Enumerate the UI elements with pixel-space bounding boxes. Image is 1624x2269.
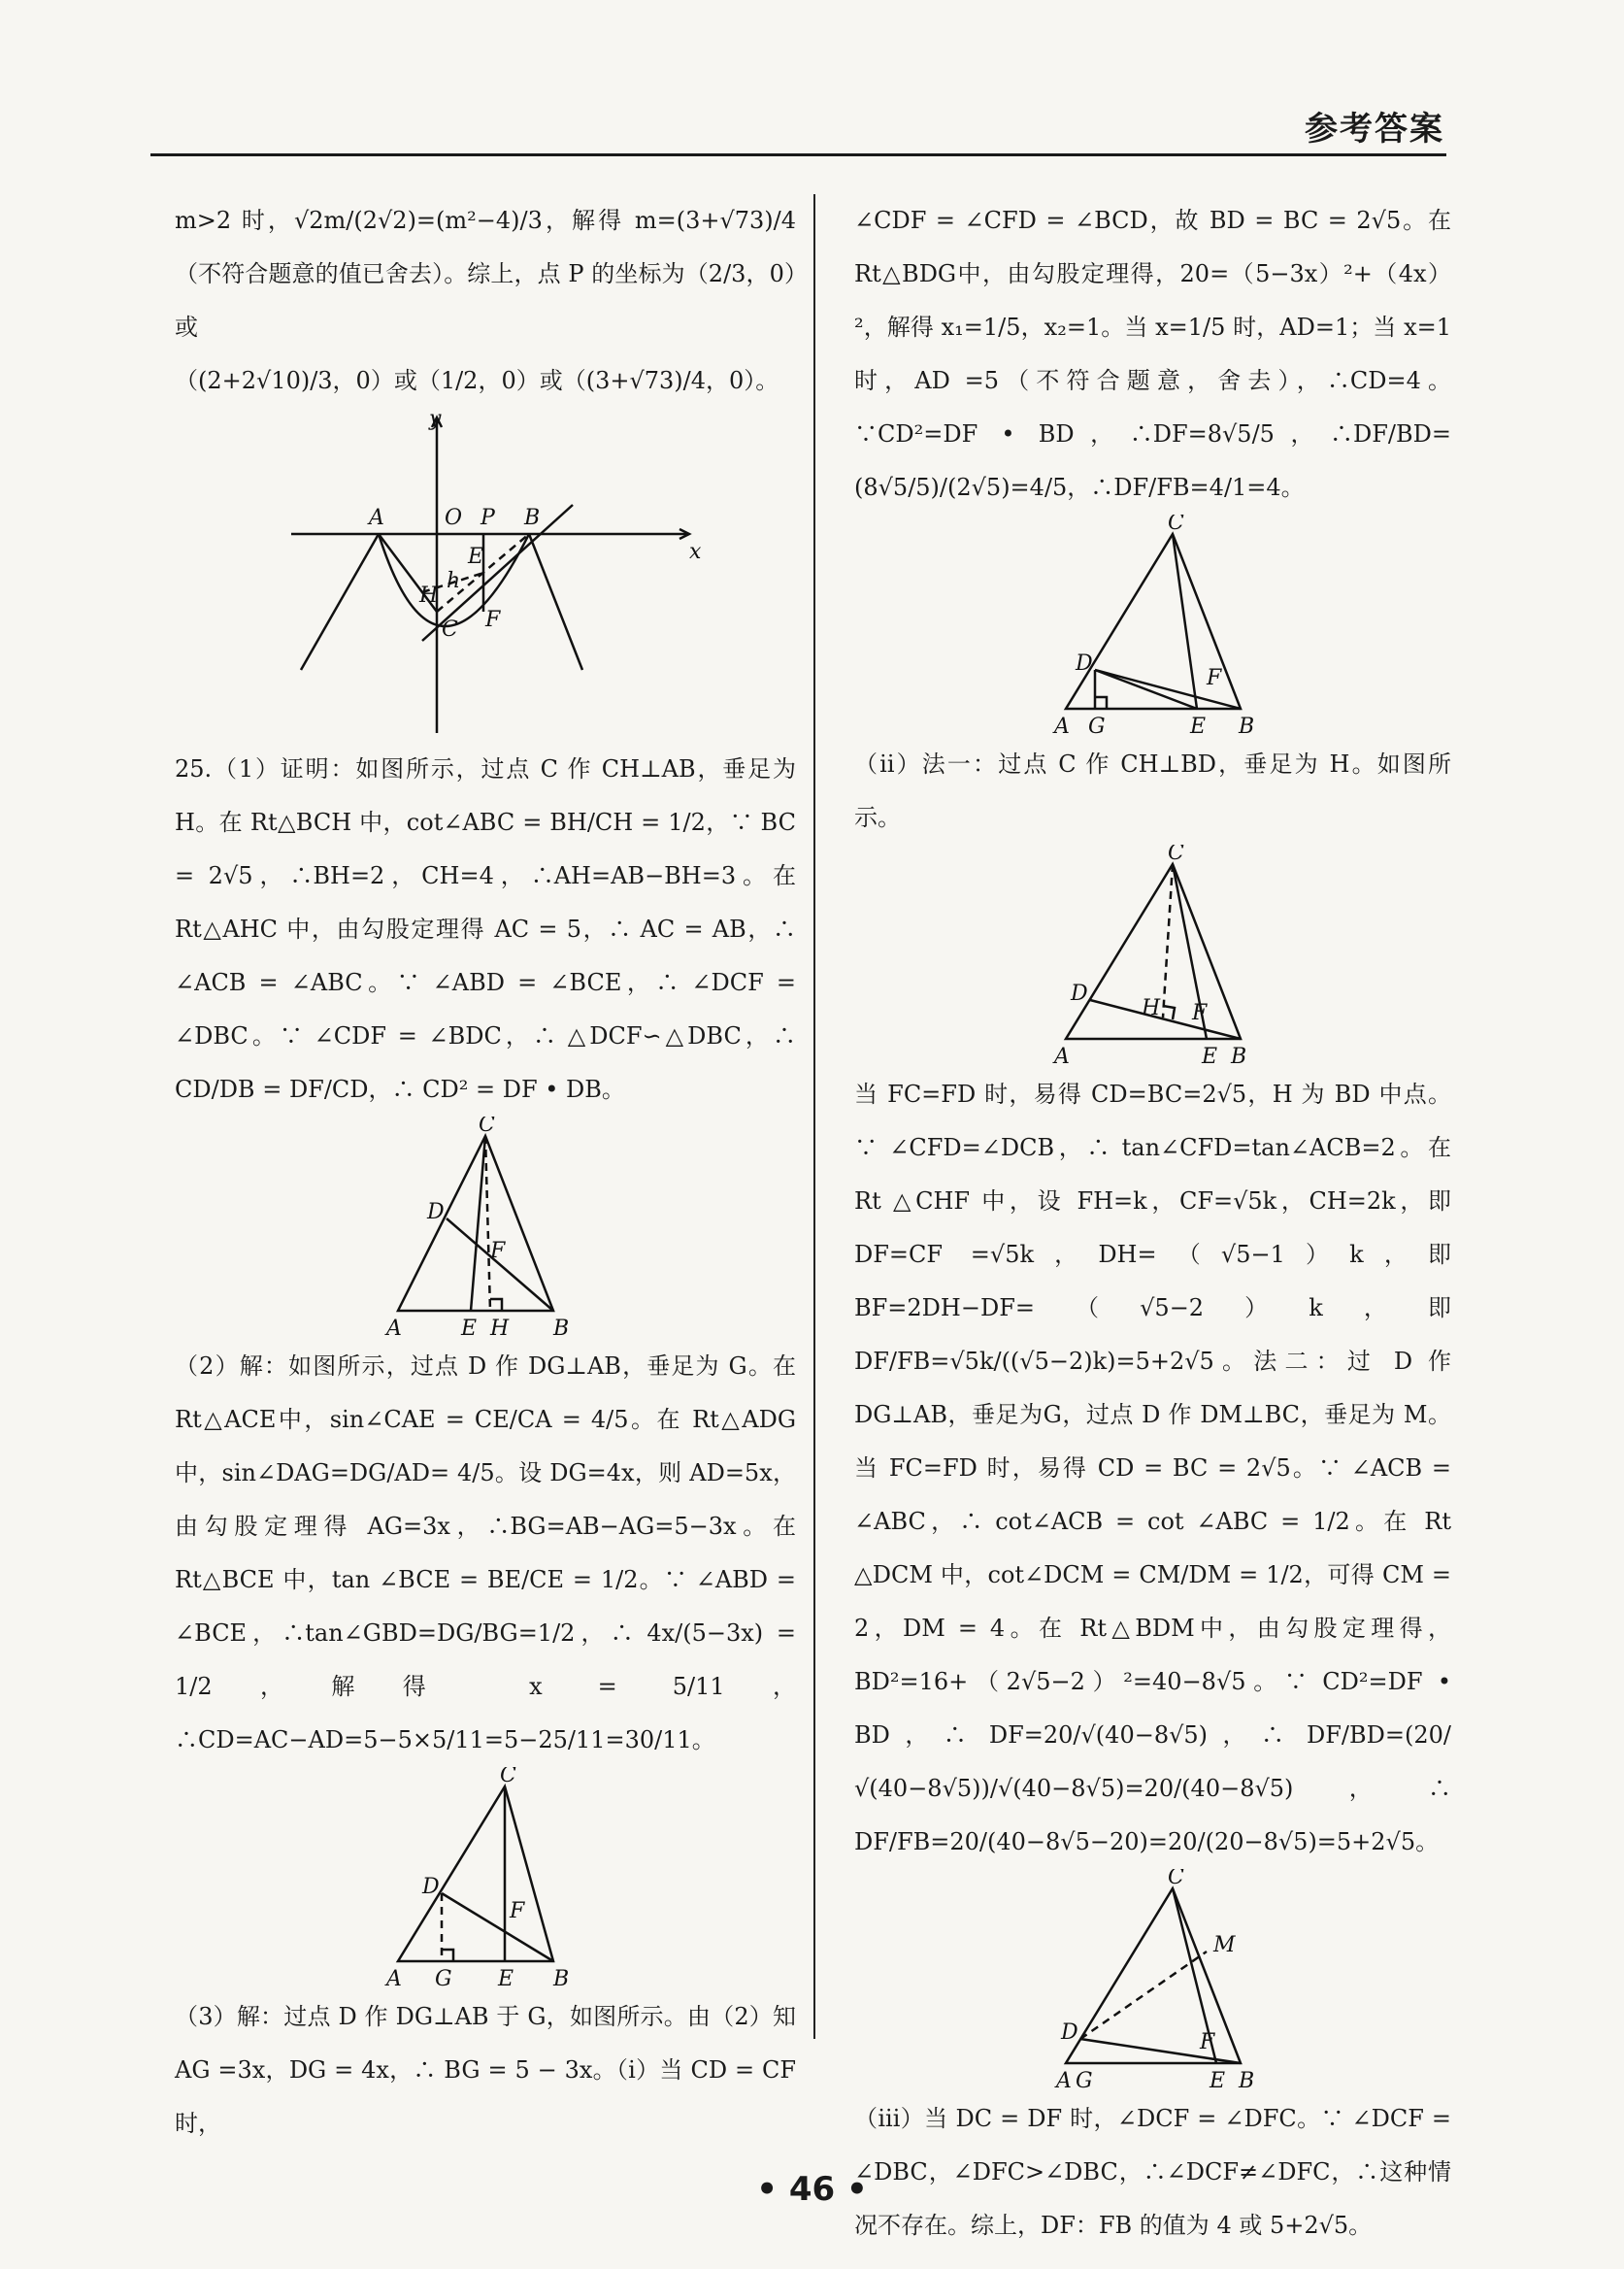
fig2-label-D: D (427, 1200, 445, 1224)
figure-triangle-case-ii-method-1 (1027, 845, 1279, 1068)
problem-25-part-3: （3）解：过点 D 作 DG⊥AB 于 G，如图所示。由（2）知 AG =3x，DG = 4x，∴ BG = 5 − 3x。（i）当 CD = CF 时， (175, 2003, 796, 2137)
right-paragraph-1: ∠CDF = ∠CFD = ∠BCD，故 BD = BC = 2√5。在 Rt△BDG中，由勾股定理得，20=（5−3x）²+（4x）²，解得 x₁=1/5，x₂=1。当 x=1/5 时，AD=1；当 x=1 时，AD =5（不符合题意，舍去），∴CD=4。∵CD²=DF • BD，∴DF=8√5/5，∴DF/BD=(8√5/5)/(2√5)=4/5，∴DF/FB=4/1=4。 (854, 207, 1451, 501)
left-paragraph-2: （(2+2√10)/3，0）或（1/2，0）或（(3+√73)/4，0）。 (175, 367, 779, 394)
left-paragraph-1: m>2 时，√2m/(2√2)=(m²−4)/3，解得 m=(3+√73)/4（不符合题意的值已舍去）。综上，点 P 的坐标为（2/3，0）或 (175, 207, 796, 341)
fig1-label-x: x (689, 540, 702, 564)
figure-triangle-part-2 (359, 1767, 612, 1990)
fig5-label-D: D (1070, 982, 1088, 1006)
fig2-label-E: E (461, 1317, 478, 1340)
fig3-label-G: G (435, 1967, 452, 1990)
figure-triangle-part-1 (359, 1117, 612, 1340)
fig6-label-E: E (1209, 2069, 1225, 2092)
fig2-label-C: C (479, 1117, 495, 1137)
left-column (175, 194, 796, 2151)
fig4-label-F: F (1206, 666, 1221, 690)
fig6-label-D: D (1060, 2020, 1078, 2045)
right-column (854, 194, 1451, 2252)
problem-25-part-1: 25.（1）证明：如图所示，过点 C 作 CH⊥AB，垂足为 H。在 Rt△BCH 中，cot∠ABC = BH/CH = 1/2，∵ BC = 2√5，∴BH=2，CH=4，∴AH=AB−BH=3。在 Rt△AHC 中，由勾股定理得 AC = 5，∴ AC = AB，∴ ∠ACB = ∠ABC。∵ ∠ABD = ∠BCE，∴ ∠DCF = ∠DBC。∵ ∠CDF = ∠BDC，∴ △DCF∽△DBC，∴ CD/DB = DF/CD，∴ CD² = DF • DB。 (175, 755, 796, 1103)
fig5-label-B: B (1230, 1045, 1246, 1068)
fig4-label-B: B (1238, 715, 1254, 738)
fig5-label-H: H (1141, 996, 1160, 1020)
fig1-label-H: H (419, 584, 439, 608)
fig1-label-F: F (485, 608, 501, 632)
page-number: • 46 • (756, 2170, 868, 2209)
fig2-label-F: F (490, 1239, 506, 1263)
fig5-label-A: A (1053, 1045, 1070, 1068)
figure-triangle-case-ii-method-2 (1027, 1869, 1279, 2092)
fig4-label-C: C (1167, 515, 1184, 535)
fig2-label-H: H (490, 1317, 510, 1340)
fig3-label-C: C (500, 1767, 516, 1787)
fig1-label-A: A (369, 506, 384, 530)
fig6-label-A: A (1055, 2069, 1072, 2092)
header-rule (150, 153, 1446, 156)
fig1-label-O: O (445, 506, 463, 530)
fig1-label-P: P (481, 506, 495, 530)
fig3-label-D: D (422, 1875, 440, 1899)
fig6-label-G: G (1075, 2069, 1093, 2092)
fig1-label-y: y (429, 408, 442, 431)
fig6-label-C: C (1167, 1869, 1184, 1889)
right-paragraph-4: （iii）当 DC = DF 时，∠DCF = ∠DFC。∵ ∠DCF = ∠DBC，∠DFC>∠DBC，∴∠DCF≠∠DFC，∴这种情况不存在。综上，DF：FB 的值为 4 或 5+2√5。 (854, 2105, 1451, 2239)
fig1-label-h: h (447, 569, 461, 593)
fig6-label-M: M (1212, 1933, 1236, 1957)
column-divider (813, 194, 815, 2039)
fig5-label-F: F (1191, 1001, 1207, 1025)
page-header-title: 参考答案 (1305, 110, 1444, 149)
fig1-label-E: E (468, 545, 484, 569)
right-paragraph-3: 当 FC=FD 时，易得 CD=BC=2√5，H 为 BD 中点。∵ ∠CFD=∠DCB，∴ tan∠CFD=tan∠ACB=2。在 Rt △CHF 中，设 FH=k，CF=√5k，CH=2k，即 DF=CF =√5k，DH=（√5−1）k，即 BF=2DH−DF=（√5−2）k，即DF/FB=√5k/((√5−2)k)=5+2√5。法二：过 D 作 DG⊥AB，垂足为G，过点 D 作 DM⊥BC，垂足为 M。当 FC=FD 时，易得 CD = BC = 2√5。∵ ∠ACB = ∠ABC，∴ cot∠ACB = cot ∠ABC = 1/2。在 Rt △DCM 中，cot∠DCM = CM/DM = 1/2，可得 CM = 2，DM = 4。在 Rt△BDM中，由勾股定理得，BD²=16+（2√5−2）²=40−8√5。∵ CD²=DF • BD，∴ DF=20/√(40−8√5)，∴ DF/BD=(20/√(40−8√5))/√(40−8√5)=20/(40−8√5)，∴ DF/FB=20/(40−8√5−20)=20/(20−8√5)=5+2√5。 (854, 1081, 1451, 1855)
fig1-label-B: B (524, 506, 541, 530)
problem-25-part-2: （2）解：如图所示，过点 D 作 DG⊥AB，垂足为 G。在 Rt△ACE中，sin∠CAE = CE/CA = 4/5。在 Rt△ADG 中，sin∠DAG=DG/AD= 4/5。设 DG=4x，则 AD=5x，由勾股定理得 AG=3x，∴BG=AB−AG=5−3x。在 Rt△BCE 中，tan ∠BCE = BE/CE = 1/2。∵ ∠ABD = ∠BCE，∴tan∠GBD=DG/BG=1/2，∴ 4x/(5−3x) = 1/2，解得 x = 5/11，∴CD=AC−AD=5−5×5/11=5−25/11=30/11。 (175, 1352, 796, 1753)
fig3-label-A: A (386, 1967, 402, 1990)
fig4-label-E: E (1189, 715, 1206, 738)
fig1-label-C: C (442, 617, 458, 642)
fig4-label-D: D (1075, 651, 1093, 676)
fig5-label-C: C (1167, 845, 1184, 865)
fig2-label-A: A (386, 1317, 402, 1340)
fig3-label-B: B (553, 1967, 570, 1990)
fig6-label-F: F (1199, 2030, 1214, 2054)
figure-triangle-case-i (1027, 515, 1279, 738)
fig3-label-E: E (498, 1967, 514, 1990)
figure-parabola-coordinate (262, 408, 709, 743)
fig5-label-E: E (1201, 1045, 1217, 1068)
fig6-label-B: B (1238, 2069, 1254, 2092)
fig2-label-B: B (553, 1317, 570, 1340)
fig3-label-F: F (510, 1899, 525, 1923)
fig4-label-A: A (1053, 715, 1070, 738)
fig4-label-G: G (1087, 715, 1106, 738)
right-paragraph-2: （ii）法一：过点 C 作 CH⊥BD，垂足为 H。如图所示。 (854, 751, 1451, 831)
